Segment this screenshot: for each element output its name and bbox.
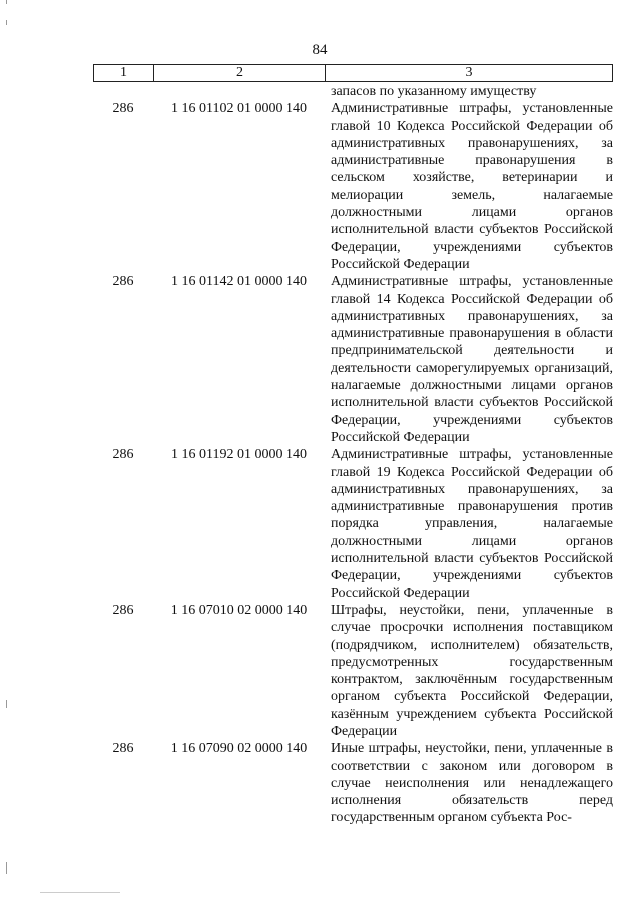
row-description: Административные штрафы, установленные главой 19 Кодекса Российской Федерации об административных правонарушениях, за административные правонарушения против порядка управления, налагаемые должностными лицами органов исполнительной власти субъектов Российской Федерации, учреждениями субъектов Российской Федерации (331, 447, 613, 601)
row-number: 286 (112, 741, 134, 757)
row-code: 1 16 01192 01 0000 140 (171, 447, 307, 463)
scan-edge-mark (6, 20, 7, 25)
scan-edge-mark (6, 700, 7, 708)
row-description: Административные штрафы, установленные главой 14 Кодекса Российской Федерации об административных правонарушениях, за административные правонарушения в области предпринимательской деятельности и деятельности саморегулируемых организаций, налагаемые должностными лицами органов исполнительной власти субъектов Российской Федерации, учреждениями субъектов Российской Федерации (331, 274, 613, 445)
row-code: 1 16 01102 01 0000 140 (171, 101, 307, 117)
row-number: 286 (112, 101, 134, 117)
row-description: Штрафы, неустойки, пени, уплаченные в случае просрочки исполнения поставщиком (подрядчиком, исполнителем) обязательств, предусмотренных государственным контрактом, заключённым государственным органом субъекта Российской Федерации, казённым учреждением субъекта Российской Федерации (331, 602, 613, 739)
table-row (93, 602, 613, 740)
table-row (93, 446, 613, 602)
row-code: 1 16 01142 01 0000 140 (171, 274, 307, 290)
header-col-3: 3 (465, 65, 473, 80)
table-row (93, 273, 613, 446)
page-number: 84 (312, 42, 328, 58)
table-body (93, 83, 613, 827)
row-description: Иные штрафы, неустойки, пени, уплаченные в соответствии с законом или договором в случае неисполнения или ненадлежащего исполнения обязательств перед государственным органом субъекта Рос- (331, 741, 613, 826)
row-code: 1 16 07010 02 0000 140 (170, 602, 308, 618)
table-header (93, 64, 613, 82)
scan-edge-mark (6, 0, 7, 4)
row-number: 286 (112, 447, 134, 463)
row-description: Административные штрафы, установленные главой 10 Кодекса Российской Федерации об административных правонарушениях, за административные правонарушения в сельском хозяйстве, ветеринарии и мелиорации земель, налагаемые должностными лицами органов исполнительной власти субъектов Российской Федерации, учреждениями субъектов Российской Федерации (331, 101, 613, 272)
row-description: запасов по указанному имуществу (331, 84, 537, 99)
row-number: 286 (112, 602, 134, 618)
header-col-2: 2 (154, 65, 326, 81)
row-code: 1 16 07090 02 0000 140 (170, 741, 308, 757)
scan-edge-mark (40, 892, 120, 893)
table-row (93, 83, 613, 100)
header-col-1: 1 (94, 65, 154, 81)
table-row (93, 740, 613, 826)
row-number: 286 (112, 274, 134, 290)
scan-edge-mark (6, 862, 7, 874)
table-row (93, 100, 613, 273)
